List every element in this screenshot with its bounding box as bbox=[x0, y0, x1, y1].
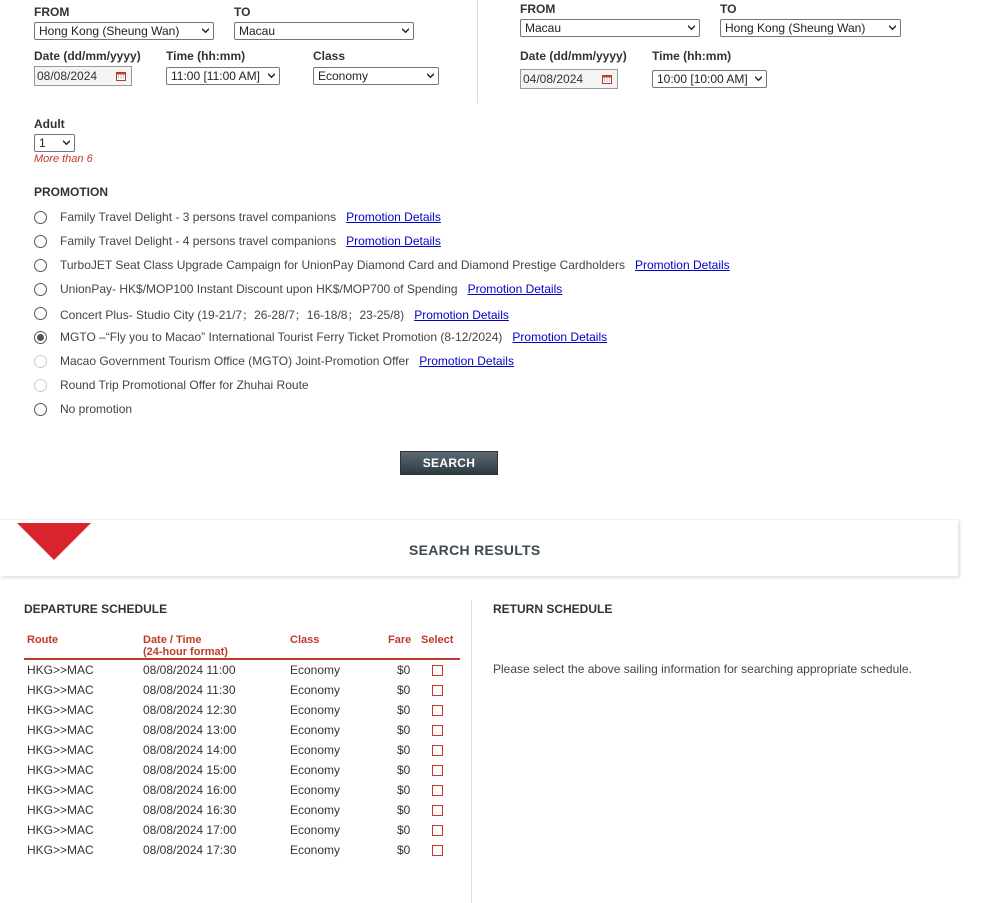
cell-fare: $0 bbox=[397, 763, 411, 777]
promotion-label: No promotion bbox=[60, 402, 133, 416]
cell-class: Economy bbox=[290, 743, 341, 757]
cell-datetime: 08/08/2024 11:00 bbox=[143, 663, 236, 677]
cell-datetime: 08/08/2024 17:00 bbox=[143, 823, 237, 837]
form-divider bbox=[477, 0, 478, 103]
adult-label: Adult bbox=[34, 117, 65, 131]
promotion-label: Family Travel Delight - 3 persons travel companions bbox=[60, 210, 337, 224]
cell-route: HKG>>MAC bbox=[27, 823, 94, 837]
return-schedule-heading: RETURN SCHEDULE bbox=[493, 602, 613, 616]
promotion-label: UnionPay- HK$/MOP100 Instant Discount upon HK$/MOP700 of Spending bbox=[60, 282, 458, 296]
return-to-value: Hong Kong (Sheung Wan) bbox=[725, 21, 866, 35]
chevron-down-icon bbox=[688, 24, 695, 31]
return-time-label: Time (hh:mm) bbox=[652, 49, 732, 63]
outbound-to-select[interactable] bbox=[234, 22, 414, 40]
cell-fare: $0 bbox=[397, 723, 411, 737]
return-date-input[interactable] bbox=[520, 69, 618, 89]
promotion-radio[interactable] bbox=[34, 259, 47, 272]
outbound-from-select[interactable] bbox=[34, 22, 214, 40]
cell-class: Economy bbox=[290, 783, 341, 797]
outbound-class-value: Economy bbox=[318, 69, 369, 83]
cell-fare: $0 bbox=[397, 663, 411, 677]
cell-route: HKG>>MAC bbox=[27, 723, 94, 737]
outbound-class-label: Class bbox=[313, 49, 346, 63]
cell-datetime: 08/08/2024 14:00 bbox=[143, 743, 237, 757]
chevron-down-icon bbox=[63, 139, 70, 146]
cell-class: Economy bbox=[290, 763, 341, 777]
chevron-down-icon bbox=[268, 72, 275, 79]
select-checkbox[interactable] bbox=[432, 785, 443, 796]
adult-value: 1 bbox=[39, 136, 46, 150]
cell-datetime: 08/08/2024 11:30 bbox=[143, 683, 236, 697]
promotion-details-link[interactable]: Promotion Details bbox=[512, 330, 608, 344]
promotion-label: TurboJET Seat Class Upgrade Campaign for UnionPay Diamond Card and Diamond Prestige Cardholders bbox=[60, 258, 625, 272]
cell-route: HKG>>MAC bbox=[27, 743, 94, 757]
promotion-radio bbox=[34, 355, 47, 368]
return-schedule-message: Please select the above sailing information for searching appropriate schedule. bbox=[493, 662, 912, 676]
col-route-header: Route bbox=[27, 634, 59, 646]
adult-select[interactable] bbox=[34, 134, 75, 152]
cell-route: HKG>>MAC bbox=[27, 783, 94, 797]
return-to-select[interactable] bbox=[720, 19, 901, 37]
cell-fare: $0 bbox=[397, 703, 411, 717]
cell-class: Economy bbox=[290, 723, 341, 737]
cell-route: HKG>>MAC bbox=[27, 683, 94, 697]
outbound-time-label: Time (hh:mm) bbox=[166, 49, 246, 63]
calendar-icon[interactable] bbox=[116, 71, 126, 81]
outbound-from-label: FROM bbox=[34, 5, 70, 19]
promotion-radio[interactable] bbox=[34, 307, 47, 320]
col-fare-header: Fare bbox=[388, 634, 412, 646]
select-checkbox[interactable] bbox=[432, 725, 443, 736]
promotion-label: MGTO –“Fly you to Macao” International Tourist Ferry Ticket Promotion (8-12/2024) bbox=[60, 330, 503, 344]
promotion-radio[interactable] bbox=[34, 211, 47, 224]
promotion-details-link[interactable]: Promotion Details bbox=[634, 258, 730, 272]
promotion-details-link[interactable]: Promotion Details bbox=[414, 308, 509, 322]
outbound-date-value: 08/08/2024 bbox=[37, 69, 98, 83]
col-select-header: Select bbox=[421, 634, 454, 646]
chevron-down-icon bbox=[427, 72, 434, 79]
select-checkbox[interactable] bbox=[432, 845, 443, 856]
select-checkbox[interactable] bbox=[432, 805, 443, 816]
col-class-header: Class bbox=[290, 634, 320, 646]
return-from-select[interactable] bbox=[520, 19, 700, 37]
select-checkbox[interactable] bbox=[432, 685, 443, 696]
cell-fare: $0 bbox=[397, 843, 411, 857]
promotion-details-link[interactable]: Promotion Details bbox=[467, 282, 563, 296]
search-button[interactable]: SEARCH bbox=[400, 451, 498, 475]
cell-class: Economy bbox=[290, 823, 341, 837]
cell-class: Economy bbox=[290, 803, 341, 817]
cell-datetime: 08/08/2024 15:00 bbox=[143, 763, 237, 777]
outbound-date-label: Date (dd/mm/yyyy) bbox=[34, 49, 141, 63]
select-checkbox[interactable] bbox=[432, 765, 443, 776]
promotion-radio[interactable] bbox=[34, 283, 47, 296]
outbound-time-select[interactable] bbox=[166, 67, 280, 85]
promotion-details-link[interactable]: Promotion Details bbox=[419, 354, 514, 368]
promotion-details-link[interactable]: Promotion Details bbox=[346, 234, 441, 248]
promotion-radio[interactable] bbox=[34, 331, 47, 344]
cell-fare: $0 bbox=[397, 683, 411, 697]
return-time-select[interactable] bbox=[652, 70, 767, 88]
promotion-radio bbox=[34, 379, 47, 392]
cell-datetime: 08/08/2024 17:30 bbox=[143, 843, 237, 857]
col-datetime-header: Date / Time bbox=[143, 634, 202, 646]
cell-fare: $0 bbox=[397, 783, 411, 797]
promotion-radio[interactable] bbox=[34, 403, 47, 416]
return-date-label: Date (dd/mm/yyyy) bbox=[520, 49, 627, 63]
cell-route: HKG>>MAC bbox=[27, 763, 94, 777]
promotion-radio[interactable] bbox=[34, 235, 47, 248]
return-time-value: 10:00 [10:00 AM] bbox=[657, 72, 748, 86]
return-to-label: TO bbox=[720, 2, 737, 16]
outbound-to-value: Macau bbox=[239, 24, 276, 38]
return-date-value: 04/08/2024 bbox=[523, 72, 584, 86]
select-checkbox[interactable] bbox=[432, 665, 443, 676]
cell-class: Economy bbox=[290, 683, 341, 697]
select-checkbox[interactable] bbox=[432, 705, 443, 716]
return-from-value: Macau bbox=[525, 21, 562, 35]
col-datetime-subheader: (24-hour format) bbox=[143, 646, 228, 658]
cell-class: Economy bbox=[290, 703, 341, 717]
cell-route: HKG>>MAC bbox=[27, 803, 94, 817]
promotion-label: Concert Plus- Studio City (19-21/7；26-28/7；16-18/8；23-25/8) bbox=[60, 308, 405, 322]
chevron-down-icon bbox=[402, 27, 409, 34]
promotion-details-link[interactable]: Promotion Details bbox=[346, 210, 441, 224]
more-than-six-note: More than 6 bbox=[34, 153, 93, 165]
cell-route: HKG>>MAC bbox=[27, 843, 94, 857]
departure-schedule-heading: DEPARTURE SCHEDULE bbox=[24, 602, 168, 616]
outbound-time-value: 11:00 [11:00 AM] bbox=[171, 69, 260, 83]
red-triangle-marker bbox=[17, 523, 91, 561]
cell-datetime: 08/08/2024 12:30 bbox=[143, 703, 237, 717]
cell-datetime: 08/08/2024 16:00 bbox=[143, 783, 237, 797]
chevron-down-icon bbox=[755, 75, 762, 82]
cell-route: HKG>>MAC bbox=[27, 703, 94, 717]
cell-fare: $0 bbox=[397, 823, 411, 837]
select-checkbox[interactable] bbox=[432, 825, 443, 836]
results-title: SEARCH RESULTS bbox=[409, 542, 541, 558]
return-from-label: FROM bbox=[520, 2, 556, 16]
chevron-down-icon bbox=[889, 24, 896, 31]
outbound-to-label: TO bbox=[234, 5, 251, 19]
select-checkbox[interactable] bbox=[432, 745, 443, 756]
table-header-rule bbox=[24, 658, 460, 660]
promotion-heading: PROMOTION bbox=[34, 185, 108, 199]
cell-class: Economy bbox=[290, 663, 341, 677]
cell-fare: $0 bbox=[397, 803, 411, 817]
chevron-down-icon bbox=[202, 27, 209, 34]
promotion-label: Family Travel Delight - 4 persons travel companions bbox=[60, 234, 337, 248]
cell-datetime: 08/08/2024 16:30 bbox=[143, 803, 237, 817]
promotion-label: Round Trip Promotional Offer for Zhuhai Route bbox=[60, 378, 309, 392]
cell-fare: $0 bbox=[397, 743, 411, 757]
calendar-icon[interactable] bbox=[602, 74, 612, 84]
cell-route: HKG>>MAC bbox=[27, 663, 94, 677]
cell-class: Economy bbox=[290, 843, 341, 857]
outbound-from-value: Hong Kong (Sheung Wan) bbox=[39, 24, 180, 38]
outbound-date-input[interactable] bbox=[34, 66, 132, 86]
cell-datetime: 08/08/2024 13:00 bbox=[143, 723, 237, 737]
schedule-divider bbox=[471, 600, 472, 903]
promotion-label: Macao Government Tourism Office (MGTO) Joint-Promotion Offer bbox=[60, 354, 410, 368]
outbound-class-select[interactable] bbox=[313, 67, 439, 85]
